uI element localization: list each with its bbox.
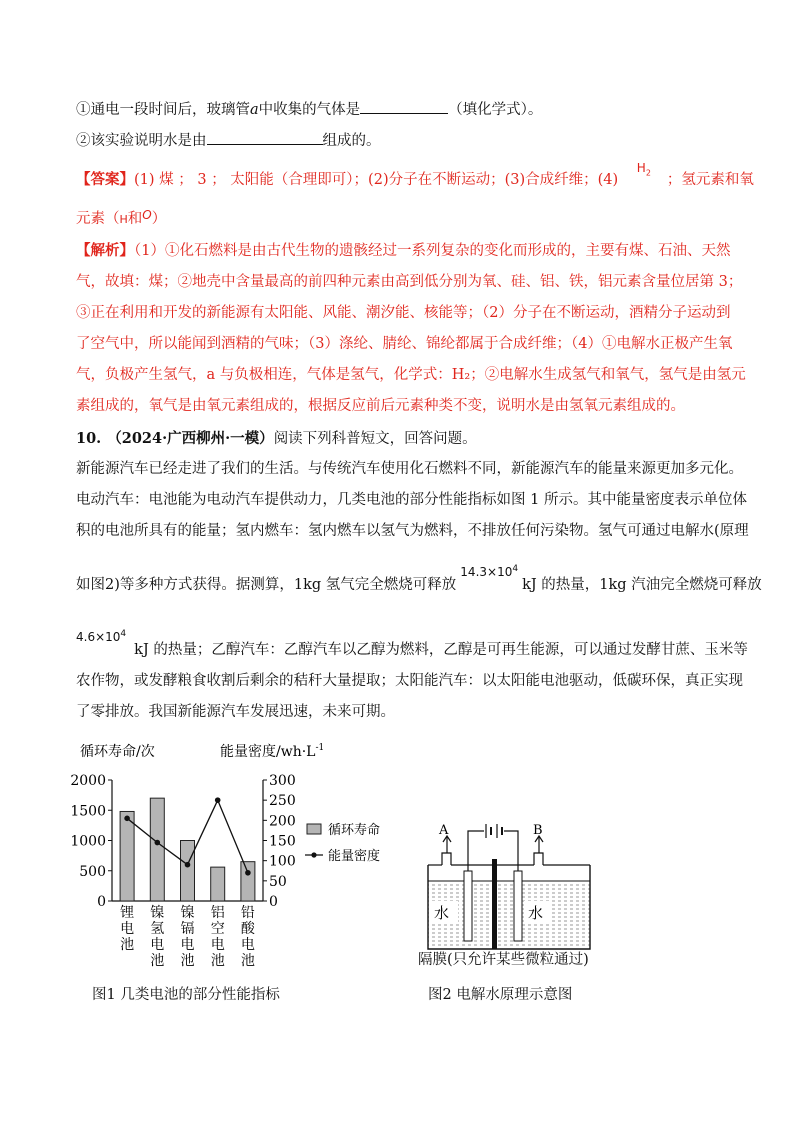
category-label: 电 <box>150 937 165 953</box>
category-label: 池 <box>210 953 225 969</box>
category-label: 池 <box>120 937 135 953</box>
bar-cycle-life <box>211 867 225 901</box>
passage-line-5: $^{4.6\times 10^4}$kJ 的热量；乙醇汽车：乙醇汽车以乙醇为燃料，乙醇是可再生能源，可以通过发酵甘蔗、玉米等 <box>76 629 748 658</box>
question-source: （2024·广西柳州·一模） <box>107 430 274 447</box>
passage-line-6: 农作物，或发酵粮食收割后剩余的秸秆大量提取；太阳能汽车：以太阳能电池驱动，低碳环保，真正实现 <box>76 673 743 689</box>
answer-line-2: 元素（H和$^O$） <box>76 208 167 227</box>
category-label: 镉 <box>180 921 195 937</box>
analysis-line-2: 气，故填：煤；②地壳中含量最高的前四种元素由高到低分别为氧、硅、铝、铁，铝元素含量位居第 3； <box>76 274 743 290</box>
y-right-tick-label: 150 <box>269 833 296 850</box>
legend-swatch-bar <box>307 824 321 834</box>
category-label: 池 <box>150 953 165 969</box>
y-left-tick-label: 1500 <box>70 803 106 820</box>
energy-density-point <box>245 870 251 876</box>
hydrogen-heat-value: 14.3×104 <box>460 564 519 579</box>
bar-cycle-life <box>120 811 134 901</box>
figure-1-caption: 图1 几类电池的部分性能指标 <box>92 987 280 1003</box>
answer-blank-2[interactable] <box>207 130 323 145</box>
y-right-tick-label: 100 <box>269 853 296 870</box>
answer-line-1: 【答案】(1) 煤 ； 3 ； 太阳能（合理即可）；(2)分子在不断运动；(3)合成纤维；(4) $^{H_2}$ ；氢元素和氧 <box>76 161 754 188</box>
category-label: 电 <box>180 937 195 953</box>
passage-line-4: 如图2)等多种方式获得。据测算，1kg 氢气完全燃烧可释放$^{14.3\times 10^4}$kJ 的热量，1kg 汽油完全燃烧可释放 <box>76 564 762 593</box>
gas-outlet-arrow-a <box>442 836 451 865</box>
chart-plot-area <box>70 773 295 969</box>
gas-outlet-arrow-b <box>534 836 543 865</box>
y-right-tick-label: 50 <box>269 873 287 890</box>
y-axis-left-label: 循环寿命/次 <box>80 744 155 760</box>
label-a: A <box>439 823 449 838</box>
answer-tag: 【答案】 <box>76 171 134 188</box>
figure-2-caption: 图2 电解水原理示意图 <box>428 987 573 1003</box>
water-label-right: 水 <box>528 904 544 922</box>
sub-question-1: ①通电一段时间后，玻璃管a中收集的气体是 （填化学式）。 <box>76 99 542 120</box>
category-label: 空 <box>210 921 225 937</box>
energy-density-point <box>185 862 191 868</box>
category-label: 酸 <box>240 921 255 937</box>
y-right-tick-label: 0 <box>269 894 278 910</box>
category-label: 池 <box>240 953 255 969</box>
category-label: 电 <box>120 921 135 937</box>
category-label: 镍 <box>180 905 195 921</box>
water-label-left: 水 <box>434 904 450 922</box>
passage-line-3: 积的电池所具有的能量；氢内燃车：氢内燃车以氢气为燃料，不排放任何污染物。氢气可通过电解水(原理 <box>76 523 749 539</box>
passage-line-7: 了零排放。我国新能源汽车发展迅速，未来可期。 <box>76 704 395 720</box>
y-left-tick-label: 2000 <box>70 773 106 789</box>
category-label: 铅 <box>240 905 255 921</box>
category-label: 电 <box>210 937 225 953</box>
passage-line-2: 电动汽车：电池能为电动汽车提供动力，几类电池的部分性能指标如图 1 所示。其中能量密度表示单位体 <box>76 492 747 508</box>
passage-line-1: 新能源汽车已经走进了我们的生活。与传统汽车使用化石燃料不同，新能源汽车的能量来源更加多元化。 <box>76 461 743 477</box>
question-number: 10. <box>76 430 102 447</box>
bar-cycle-life <box>150 798 164 901</box>
answer-blank-1[interactable] <box>360 99 448 114</box>
category-label: 锂 <box>120 905 135 921</box>
gasoline-heat-value: 4.6×104 <box>76 629 127 644</box>
category-label: 氢 <box>150 921 165 937</box>
category-label: 铝 <box>210 905 225 921</box>
legend-swatch-dot <box>311 852 316 857</box>
question-prompt: 阅读下列科普短文，回答问题。 <box>273 431 477 447</box>
y-axis-right-label: 能量密度$/wh\cdot L^{-1}$ <box>220 743 325 760</box>
electrode-left <box>464 871 472 941</box>
y-right-tick-label: 300 <box>269 773 296 789</box>
sub-question-2: ②该实验说明水是由 组成的。 <box>76 130 381 151</box>
analysis-line-6: 素组成的，氧气是由氧元素组成的，根据反应前后元素种类不变，说明水是由氢氧元素组成的。 <box>76 398 685 414</box>
analysis-tag: 【解析】 <box>76 242 134 259</box>
analysis-line-4: 了空气中，所以能闻到酒精的气味；（3）涤纶、腈纶、锦纶都属于合成纤维；（4）①电解水正极产生氧 <box>76 336 733 352</box>
membrane <box>492 859 497 949</box>
category-label: 镍 <box>150 905 165 921</box>
y-left-tick-label: 0 <box>97 894 106 910</box>
energy-density-point <box>215 797 221 803</box>
legend-entry-cycle-life: 循环寿命 <box>328 823 381 838</box>
y-right-tick-label: 200 <box>269 813 296 830</box>
y-right-tick-label: 250 <box>269 793 296 810</box>
question-10-header <box>76 429 477 449</box>
energy-density-point <box>124 816 130 822</box>
analysis-line-5: 气，负极产生氢气，a 与负极相连，气体是氢气，化学式：H₂；②电解水生成氢气和氧气，氢气是由氢元 <box>76 367 746 383</box>
chart-legend <box>305 822 380 864</box>
category-label: 池 <box>180 953 195 969</box>
energy-density-point <box>155 840 161 846</box>
battery-performance-chart <box>70 738 400 978</box>
y-left-tick-label: 500 <box>79 863 106 880</box>
label-b: B <box>533 823 543 838</box>
analysis-line-3: ③正在利用和开发的新能源有太阳能、风能、潮汐能、核能等；（2）分子在不断运动，酒精分子运动到 <box>76 305 731 321</box>
bar-cycle-life <box>241 862 255 901</box>
legend-entry-energy-density: 能量密度 <box>328 849 381 864</box>
analysis-line-1: 【解析】（1）①化石燃料是由古代生物的遗骸经过一系列复杂的变化而形成的，主要有煤、石油、天然 <box>76 242 731 259</box>
electrode-right <box>514 871 522 941</box>
category-label: 电 <box>240 937 255 953</box>
bar-cycle-life <box>181 841 195 902</box>
y-left-tick-label: 1000 <box>70 833 106 850</box>
membrane-label: 隔膜(只允许某些微粒通过) <box>418 952 589 968</box>
formula-h2: H2 <box>636 161 651 178</box>
